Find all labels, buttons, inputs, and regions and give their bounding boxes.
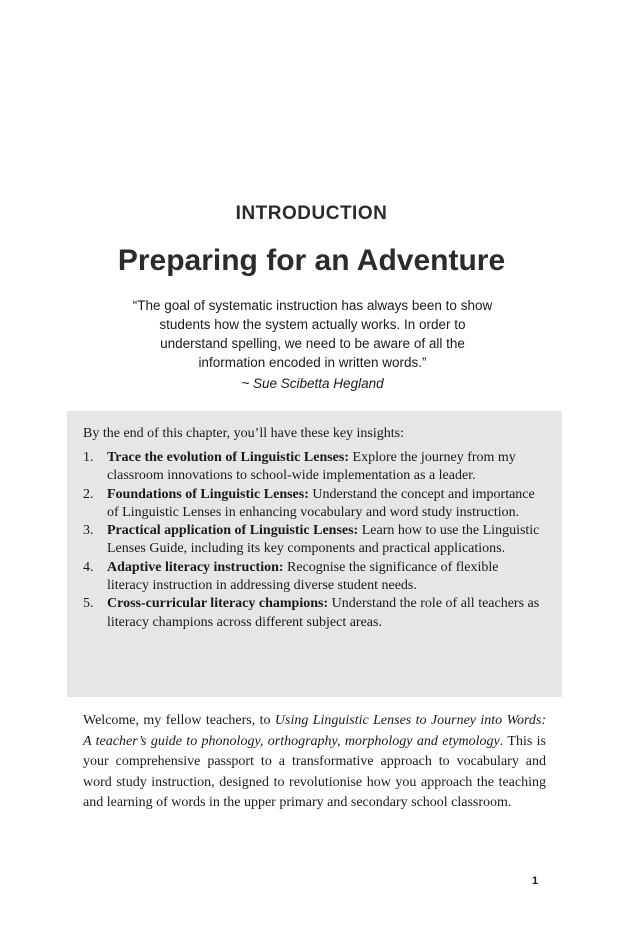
insight-text: Learn how to use the Linguistic Lenses Guide, including its key components and practical applications.	[107, 523, 540, 557]
epigraph	[130, 296, 495, 393]
insight-number: 1.	[83, 450, 94, 465]
insight-heading: Trace the evolution of Linguistic Lenses:	[107, 450, 350, 465]
chapter-title: Preparing for an Adventure	[117, 244, 506, 277]
insight-item	[83, 486, 542, 523]
insight-number: 3.	[83, 523, 94, 539]
insight-item	[83, 522, 542, 559]
insight-item	[83, 595, 542, 632]
insight-item	[83, 449, 542, 486]
insight-item	[83, 559, 542, 596]
insight-text: Understand the role of all teachers as literacy champions across different subject areas.	[107, 596, 540, 630]
epigraph-quote: “The goal of systematic instruction has always been to show students how the system actually works. In order to understand spelling, we need to be aware of all the information encoded in written words.”	[132, 298, 493, 370]
page-number: 1	[532, 875, 539, 887]
insight-text: Understand the concept and importance of Linguistic Lenses in enhancing vocabulary and word study instruction.	[107, 486, 535, 520]
key-insights-box	[67, 411, 562, 697]
insight-number: 2.	[83, 486, 94, 502]
body-lead: Welcome, my fellow teachers, to	[83, 713, 275, 728]
insight-heading: Cross-curricular literacy champions:	[107, 596, 329, 612]
insight-text: Recognise the significance of flexible literacy instruction in addressing diverse student needs.	[107, 559, 499, 594]
insight-heading: Foundations of Linguistic Lenses:	[107, 486, 309, 502]
body-paragraph	[83, 711, 546, 814]
insights-intro: By the end of this chapter, you’ll have these key insights:	[83, 426, 404, 441]
insight-text: Explore the journey from my classroom innovations to school-wide implementation as a leader.	[107, 450, 516, 484]
epigraph-author: ~ Sue Scibetta Hegland	[241, 376, 384, 391]
insights-list	[83, 449, 542, 632]
insight-heading: Practical application of Linguistic Lenses:	[107, 523, 359, 539]
chapter-label: INTRODUCTION	[235, 203, 388, 224]
body-rest: . This is your comprehensive passport to a transformative approach to vocabulary and word study instruction, designed to revolutionise how you approach the teaching and learning of words in the upper primary and secondary school classroom.	[83, 733, 546, 811]
insight-number: 4.	[83, 559, 94, 575]
insight-heading: Adaptive literacy instruction:	[107, 559, 284, 575]
book-title: Using Linguistic Lenses to Journey into Words: A teacher’s guide to phonology, orthography, morphology and etymology	[83, 713, 546, 749]
insight-number: 5.	[83, 596, 94, 612]
